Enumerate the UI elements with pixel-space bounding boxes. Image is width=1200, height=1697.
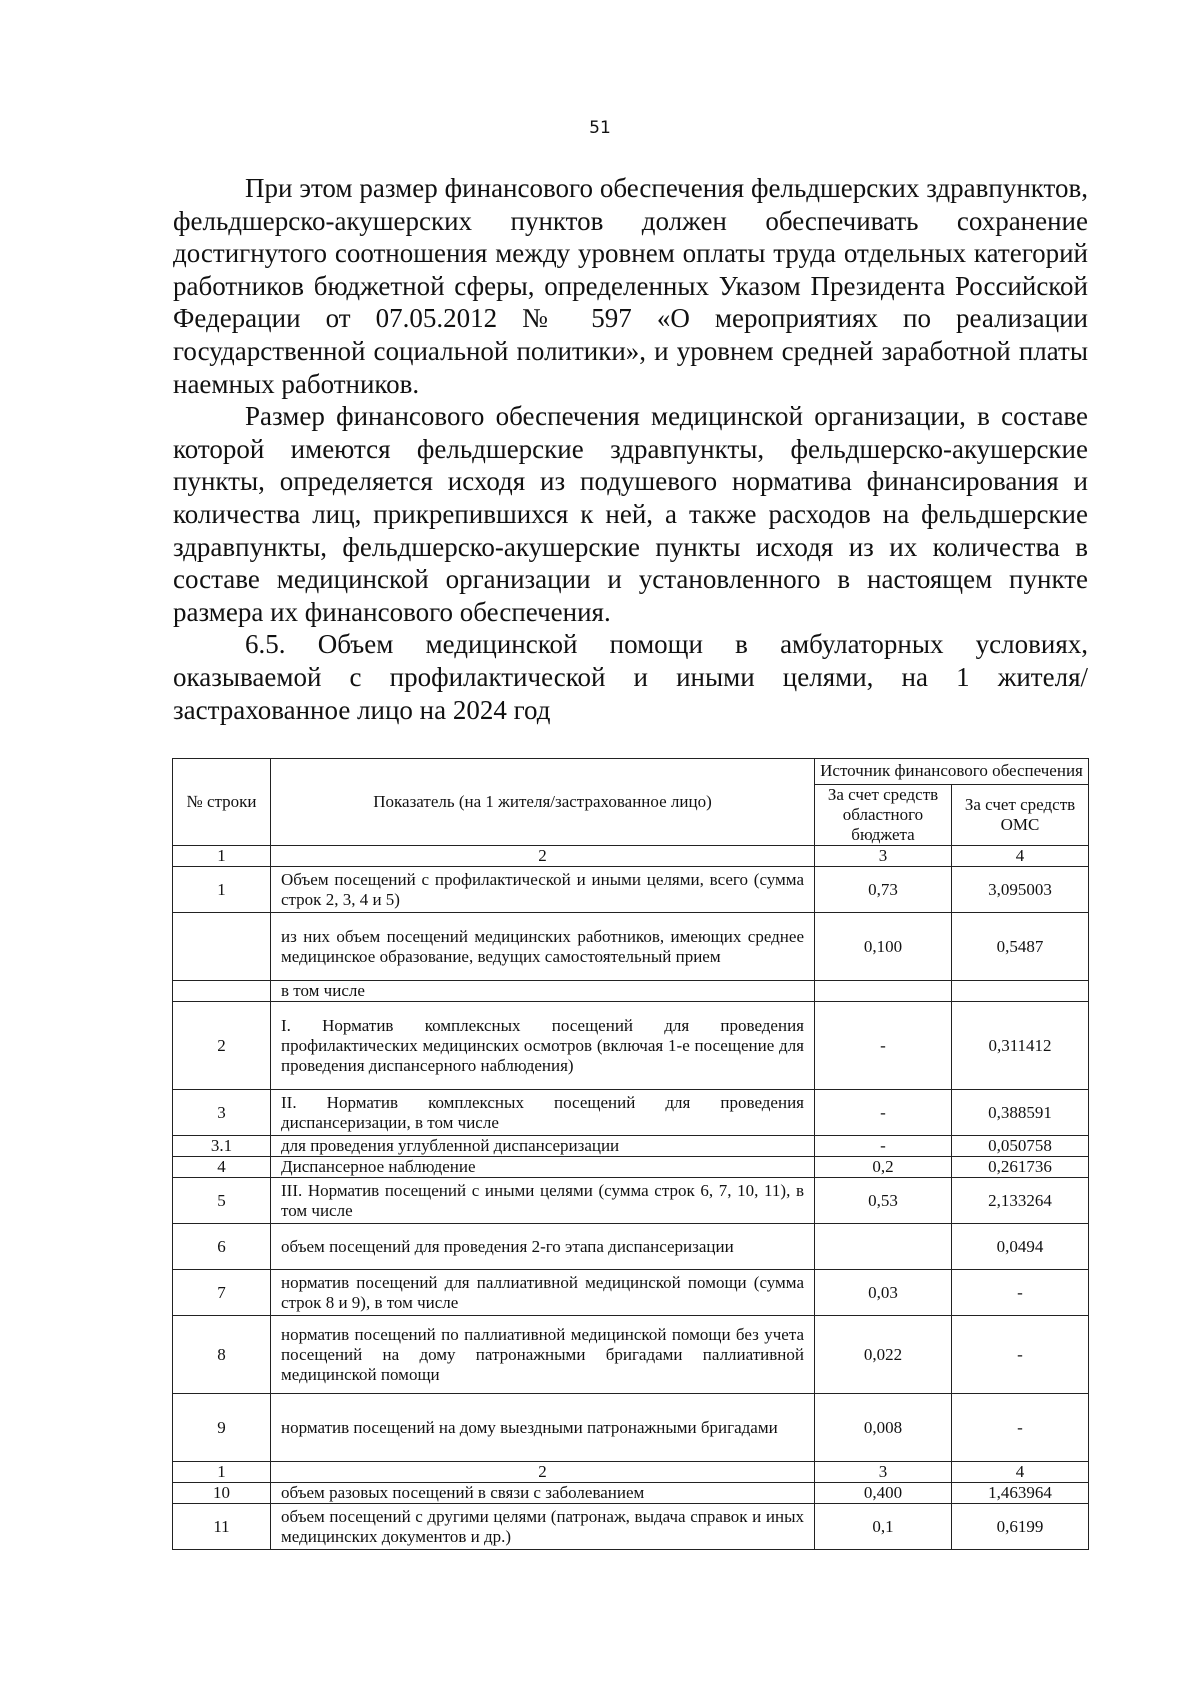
row-oms (952, 981, 1089, 1002)
table-row (173, 1504, 1089, 1550)
row-oms: 2,133264 (952, 1178, 1089, 1224)
table-row (173, 913, 1089, 981)
table-row (173, 981, 1089, 1002)
row-budget: - (815, 1136, 952, 1157)
row-indicator: Объем посещений с профилактической и иными целями, всего (сумма строк 2, 3, 4 и 5) (271, 867, 815, 913)
row-oms: 1,463964 (952, 1483, 1089, 1504)
row-budget: 0,53 (815, 1178, 952, 1224)
section-heading: 6.5. Объем медицинской помощи в амбулаторных условиях, оказываемой с профилактической и иными целями, на 1 жителя/ застрахованное лицо на 2024 год (173, 629, 1088, 725)
row-indicator: в том числе (271, 981, 815, 1002)
row-budget: 0,73 (815, 867, 952, 913)
row-oms: 0,050758 (952, 1136, 1089, 1157)
column-number: 4 (952, 846, 1089, 867)
body-text (173, 172, 1088, 726)
paragraph: При этом размер финансового обеспечения фельдшерских здравпунктов, фельдшерско-акушерских пунктов должен обеспечивать сохранение достигнутого соотношения между уровнем оплаты труда отдельных категорий работников бюджетной сферы, определенных Указом Президента Российской Федерации от 07.05.2012 № 597 «О мероприятиях по реализации государственной социальной политики», и уровнем средней заработной платы наемных работников. (173, 173, 1088, 399)
row-indicator: III. Норматив посещений с иными целями (сумма строк 6, 7, 10, 11), в том числе (271, 1178, 815, 1224)
row-oms: 0,0494 (952, 1224, 1089, 1270)
column-number: 1 (173, 1462, 271, 1483)
row-number (173, 913, 271, 981)
row-budget: 0,022 (815, 1316, 952, 1394)
row-oms: 3,095003 (952, 867, 1089, 913)
table-row (173, 1090, 1089, 1136)
row-indicator: из них объем посещений медицинских работников, имеющих среднее медицинское образование, ведущих самостоятельный прием (271, 913, 815, 981)
row-number: 7 (173, 1270, 271, 1316)
column-number-row (173, 1462, 1089, 1483)
row-budget (815, 1224, 952, 1270)
table-row (173, 1394, 1089, 1462)
row-budget: 0,1 (815, 1504, 952, 1550)
row-number: 11 (173, 1504, 271, 1550)
header-row-no: № строки (173, 759, 271, 846)
row-oms: - (952, 1394, 1089, 1462)
volume-table (172, 758, 1089, 1550)
header-source: Источник финансового обеспечения (815, 759, 1089, 785)
row-indicator: I. Норматив комплексных посещений для проведения профилактических медицинских осмотров (включая 1-е посещение для проведения диспансерного наблюдения) (271, 1002, 815, 1090)
table-row (173, 1136, 1089, 1157)
column-number: 1 (173, 846, 271, 867)
row-indicator: II. Норматив комплексных посещений для проведения диспансеризации, в том числе (271, 1090, 815, 1136)
row-indicator: Диспансерное наблюдение (271, 1157, 815, 1178)
column-number: 4 (952, 1462, 1089, 1483)
row-indicator: объем посещений с другими целями (патронаж, выдача справок и иных медицинских документов и др.) (271, 1504, 815, 1550)
row-number: 3.1 (173, 1136, 271, 1157)
row-budget: 0,400 (815, 1483, 952, 1504)
row-budget: 0,100 (815, 913, 952, 981)
column-number: 3 (815, 846, 952, 867)
page-number: 51 (589, 118, 611, 138)
row-oms: - (952, 1316, 1089, 1394)
row-indicator: норматив посещений на дому выездными патронажными бригадами (271, 1394, 815, 1462)
row-indicator: объем разовых посещений в связи с заболеванием (271, 1483, 815, 1504)
row-budget: - (815, 1090, 952, 1136)
header-indicator: Показатель (на 1 жителя/застрахованное лицо) (271, 759, 815, 846)
row-number: 1 (173, 867, 271, 913)
table-row (173, 867, 1089, 913)
column-number: 3 (815, 1462, 952, 1483)
paragraph: Размер финансового обеспечения медицинской организации, в составе которой имеются фельдшерские здравпункты, фельдшерско-акушерские пункты, определяется исходя из подушевого норматива финансирования и количества лиц, прикрепившихся к ней, а также расходов на фельдшерские здравпункты, фельдшерско-акушерские пункты исходя из их количества в составе медицинской организации и установленного в настоящем пункте размера их финансового обеспечения. (173, 401, 1088, 627)
row-number (173, 981, 271, 1002)
table-row (173, 1178, 1089, 1224)
row-oms: - (952, 1270, 1089, 1316)
row-budget: 0,2 (815, 1157, 952, 1178)
table-row (173, 1157, 1089, 1178)
row-number: 9 (173, 1394, 271, 1462)
table-row (173, 1002, 1089, 1090)
row-oms: 0,388591 (952, 1090, 1089, 1136)
table-row (173, 1224, 1089, 1270)
row-number: 4 (173, 1157, 271, 1178)
row-number: 5 (173, 1178, 271, 1224)
row-oms: 0,311412 (952, 1002, 1089, 1090)
row-indicator: норматив посещений по паллиативной медицинской помощи без учета посещений на дому патронажными бригадами паллиативной медицинской помощи (271, 1316, 815, 1394)
column-number-row (173, 846, 1089, 867)
table-row (173, 1316, 1089, 1394)
row-number: 8 (173, 1316, 271, 1394)
row-number: 2 (173, 1002, 271, 1090)
column-number: 2 (271, 1462, 815, 1483)
row-oms: 0,261736 (952, 1157, 1089, 1178)
row-indicator: объем посещений для проведения 2-го этапа диспансеризации (271, 1224, 815, 1270)
row-indicator: норматив посещений для паллиативной медицинской помощи (сумма строк 8 и 9), в том числе (271, 1270, 815, 1316)
row-budget: 0,03 (815, 1270, 952, 1316)
table-row (173, 1483, 1089, 1504)
row-budget: 0,008 (815, 1394, 952, 1462)
row-oms: 0,6199 (952, 1504, 1089, 1550)
row-oms: 0,5487 (952, 913, 1089, 981)
row-budget: - (815, 1002, 952, 1090)
row-number: 3 (173, 1090, 271, 1136)
header-budget: За счет средств областного бюджета (815, 785, 952, 846)
row-number: 6 (173, 1224, 271, 1270)
row-indicator: для проведения углубленной диспансеризации (271, 1136, 815, 1157)
column-number: 2 (271, 846, 815, 867)
header-oms: За счет средств ОМС (952, 785, 1089, 846)
row-number: 10 (173, 1483, 271, 1504)
row-budget (815, 981, 952, 1002)
table-row (173, 1270, 1089, 1316)
